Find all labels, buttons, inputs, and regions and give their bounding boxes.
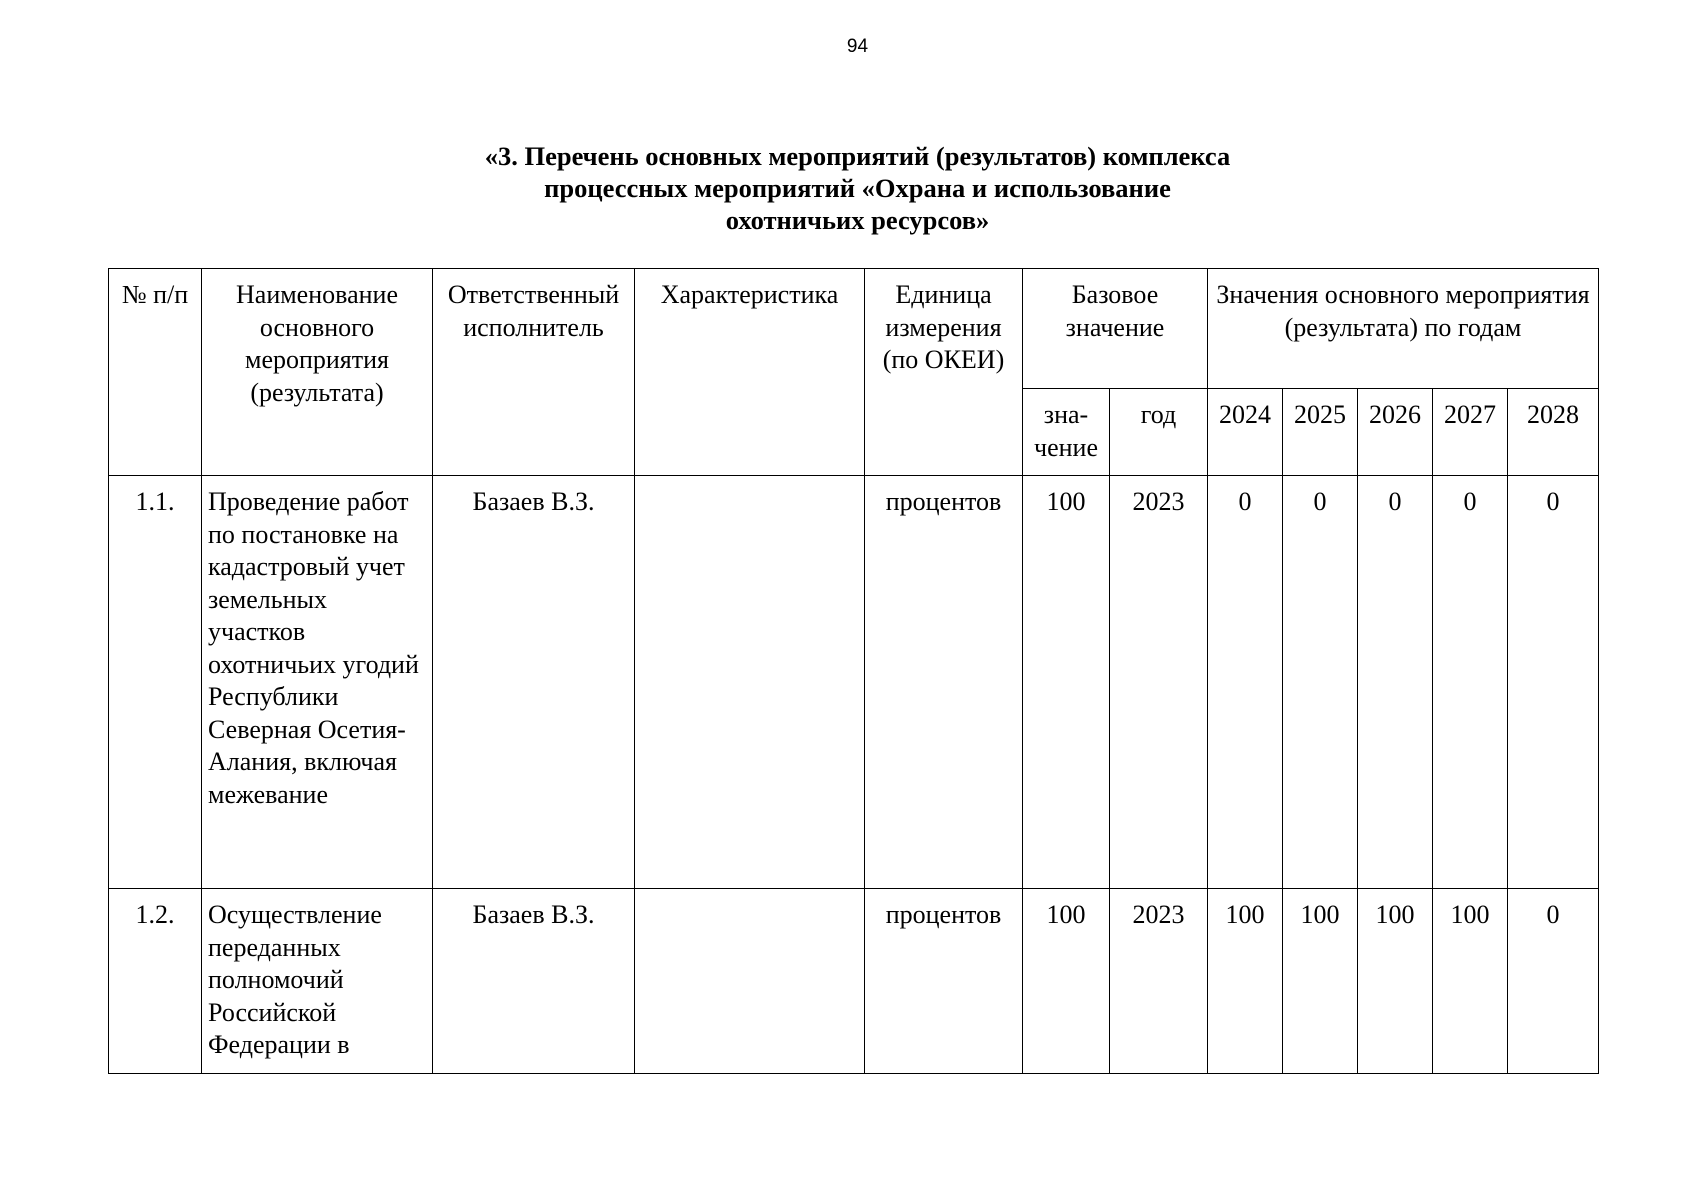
document-title	[0, 140, 1697, 236]
table-row	[109, 476, 1599, 889]
table-row	[109, 889, 1599, 1074]
row-base-value: 100	[1023, 889, 1110, 1074]
row-value-2027: 100	[1433, 889, 1508, 1074]
row-value-2027: 0	[1433, 476, 1508, 889]
row-responsible: Базаев В.З.	[433, 889, 635, 1074]
row-value-2026: 0	[1358, 476, 1433, 889]
header-base-value: зна- чение	[1023, 389, 1110, 476]
header-unit: Единица измерения (по ОКЕИ)	[865, 269, 1023, 476]
header-year-2024: 2024	[1208, 389, 1283, 476]
row-characteristic	[635, 889, 865, 1074]
header-row	[109, 269, 1599, 389]
row-num: 1.1.	[109, 476, 202, 889]
title-line-2: процессных мероприятий «Охрана и использование	[544, 173, 1171, 203]
row-characteristic	[635, 476, 865, 889]
title-line-3: охотничьих ресурсов»	[725, 205, 990, 235]
row-value-2024: 0	[1208, 476, 1283, 889]
row-value-2025: 0	[1283, 476, 1358, 889]
activities-table	[108, 268, 1599, 1074]
row-value-2025: 100	[1283, 889, 1358, 1074]
row-base-year: 2023	[1110, 889, 1208, 1074]
row-value-2028: 0	[1508, 476, 1599, 889]
header-year-2028: 2028	[1508, 389, 1599, 476]
header-characteristic: Характеристика	[635, 269, 865, 476]
header-by-years: Значения основного мероприятия (результата) по годам	[1208, 269, 1599, 389]
row-unit: процентов	[865, 476, 1023, 889]
page-number: 94	[846, 36, 869, 57]
header-year-2026: 2026	[1358, 389, 1433, 476]
header-responsible: Ответственный исполнитель	[433, 269, 635, 476]
row-base-value: 100	[1023, 476, 1110, 889]
row-value-2026: 100	[1358, 889, 1433, 1074]
row-responsible: Базаев В.З.	[433, 476, 635, 889]
row-value-2028: 0	[1508, 889, 1599, 1074]
row-unit: процентов	[865, 889, 1023, 1074]
header-num: № п/п	[109, 269, 202, 476]
header-name: Наименование основного мероприятия (результата)	[202, 269, 433, 476]
row-value-2024: 100	[1208, 889, 1283, 1074]
row-num: 1.2.	[109, 889, 202, 1074]
row-name: Осуществление переданных полномочий Российской Федерации в	[202, 889, 433, 1074]
row-base-year: 2023	[1110, 476, 1208, 889]
header-year-2025: 2025	[1283, 389, 1358, 476]
row-name: Проведение работ по постановке на кадастровый учет земельных участков охотничьих угодий Республики Северная Осетия-Алания, включая межевание	[202, 476, 433, 889]
header-base: Базовое значение	[1023, 269, 1208, 389]
title-line-1: «3. Перечень основных мероприятий (результатов) комплекса	[484, 141, 1231, 171]
header-base-year: год	[1110, 389, 1208, 476]
header-year-2027: 2027	[1433, 389, 1508, 476]
